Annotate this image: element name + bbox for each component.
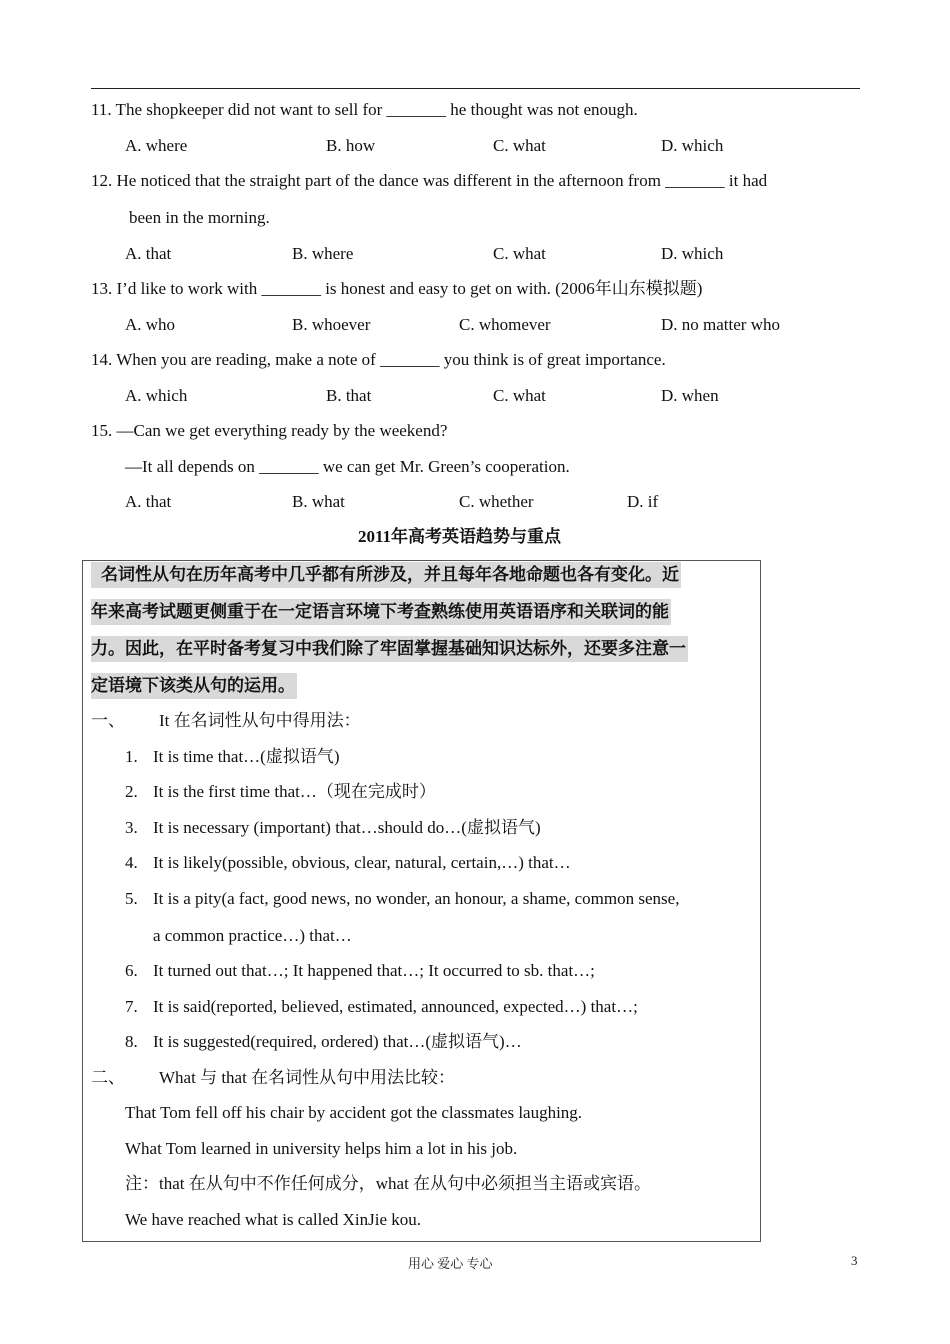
question-13-option-b: B. whoever (292, 315, 371, 334)
part-2-line: We have reached what is called XinJie kou. (125, 1210, 422, 1229)
part-1-item: It turned out that…; It happened that…; It occurred to sb. that…; (153, 961, 595, 980)
page-number: 3 (851, 1253, 858, 1268)
part-1-item: It is a pity(a fact, good news, no wonder, an honour, a shame, common sense, (153, 889, 680, 908)
question-12-option-a: A. that (125, 244, 172, 263)
part-1-item-number: 7. (125, 997, 138, 1016)
question-14-option-d: D. when (661, 386, 719, 405)
part-1-item-number: 3. (125, 818, 138, 837)
question-14-option-c: C. what (493, 386, 546, 405)
part-2-line: That Tom fell off his chair by accident got the classmates laughing. (125, 1103, 583, 1122)
question-12-option-d: D. which (661, 244, 724, 263)
question-11-stem: 11. The shopkeeper did not want to sell for _______ he thought was not enough. (91, 100, 638, 119)
part-2-title: What 与 that 在名词性从句中用法比较： (159, 1068, 456, 1087)
part-1-item: It is the first time that…（现在完成时） (153, 782, 436, 801)
question-13-option-d: D. no matter who (661, 315, 780, 334)
question-12-option-c: C. what (493, 244, 546, 263)
footer-motto: 用心 爱心 专心 (408, 1256, 493, 1271)
intro-line-2: 年来高考试题更侧重于在一定语言环境下考查熟练使用英语语序和关联词的能 (91, 599, 671, 625)
question-11-option-b: B. how (326, 136, 376, 155)
part-1-item-number: 6. (125, 961, 138, 980)
part-2-line: What Tom learned in university helps him a lot in his job. (125, 1139, 518, 1158)
question-15-stem-continued: —It all depends on _______ we can get Mr. Green’s cooperation. (125, 457, 570, 476)
part-1-item-number: 4. (125, 853, 138, 872)
question-15-option-a: A. that (125, 492, 172, 511)
intro-line-4: 定语境下该类从句的运用。 (91, 673, 297, 699)
part-1-number: 一、 (91, 711, 125, 730)
intro-line-3: 力。因此，在平时备考复习中我们除了牢固掌握基础知识达标外，还要多注意一 (91, 636, 688, 662)
question-11-option-c: C. what (493, 136, 546, 155)
part-2-number: 二、 (91, 1068, 125, 1087)
part-1-item-number: 1. (125, 747, 138, 766)
question-11-option-d: D. which (661, 136, 724, 155)
question-14-option-b: B. that (326, 386, 372, 405)
part-1-item: It is time that…(虚拟语气) (153, 747, 340, 766)
question-15-option-d: D. if (627, 492, 659, 511)
question-14-option-a: A. which (125, 386, 188, 405)
question-14-stem: 14. When you are reading, make a note of _______ you think is of great importance. (91, 350, 666, 369)
part-1-item-number: 2. (125, 782, 138, 801)
question-15-option-c: C. whether (459, 492, 534, 511)
question-13-option-c: C. whomever (459, 315, 551, 334)
part-1-title: It 在名词性从句中得用法： (159, 711, 361, 730)
part-1-item: It is likely(possible, obvious, clear, natural, certain,…) that… (153, 853, 571, 872)
intro-line-1: 名词性从句在历年高考中几乎都有所涉及，并且每年各地命题也各有变化。近 (91, 562, 681, 588)
part-1-item-number: 8. (125, 1032, 138, 1051)
part-1-item: It is said(reported, believed, estimated, announced, expected…) that…; (153, 997, 638, 1016)
question-13-option-a: A. who (125, 315, 176, 334)
section-title: 2011年高考英语趋势与重点 (358, 527, 562, 546)
part-2-note: 注：that 在从句中不作任何成分，what 在从句中必须担当主语或宾语。 (125, 1174, 652, 1193)
question-15-stem: 15. —Can we get everything ready by the weekend? (91, 421, 448, 440)
part-1-item: It is suggested(required, ordered) that…(虚拟语气)… (153, 1032, 522, 1051)
question-11-option-a: A. where (125, 136, 188, 155)
part-1-item-continued: a common practice…) that… (153, 926, 352, 945)
header-rule (91, 88, 860, 89)
question-12-stem-continued: been in the morning. (129, 208, 270, 227)
question-12-stem: 12. He noticed that the straight part of the dance was different in the afternoon from _______ it had (91, 171, 768, 190)
question-13-stem: 13. I’d like to work with _______ is honest and easy to get on with. (2006年山东模拟题) (91, 279, 703, 298)
question-12-option-b: B. where (292, 244, 354, 263)
part-1-item-number: 5. (125, 889, 138, 908)
question-15-option-b: B. what (292, 492, 345, 511)
part-1-item: It is necessary (important) that…should do…(虚拟语气) (153, 818, 541, 837)
